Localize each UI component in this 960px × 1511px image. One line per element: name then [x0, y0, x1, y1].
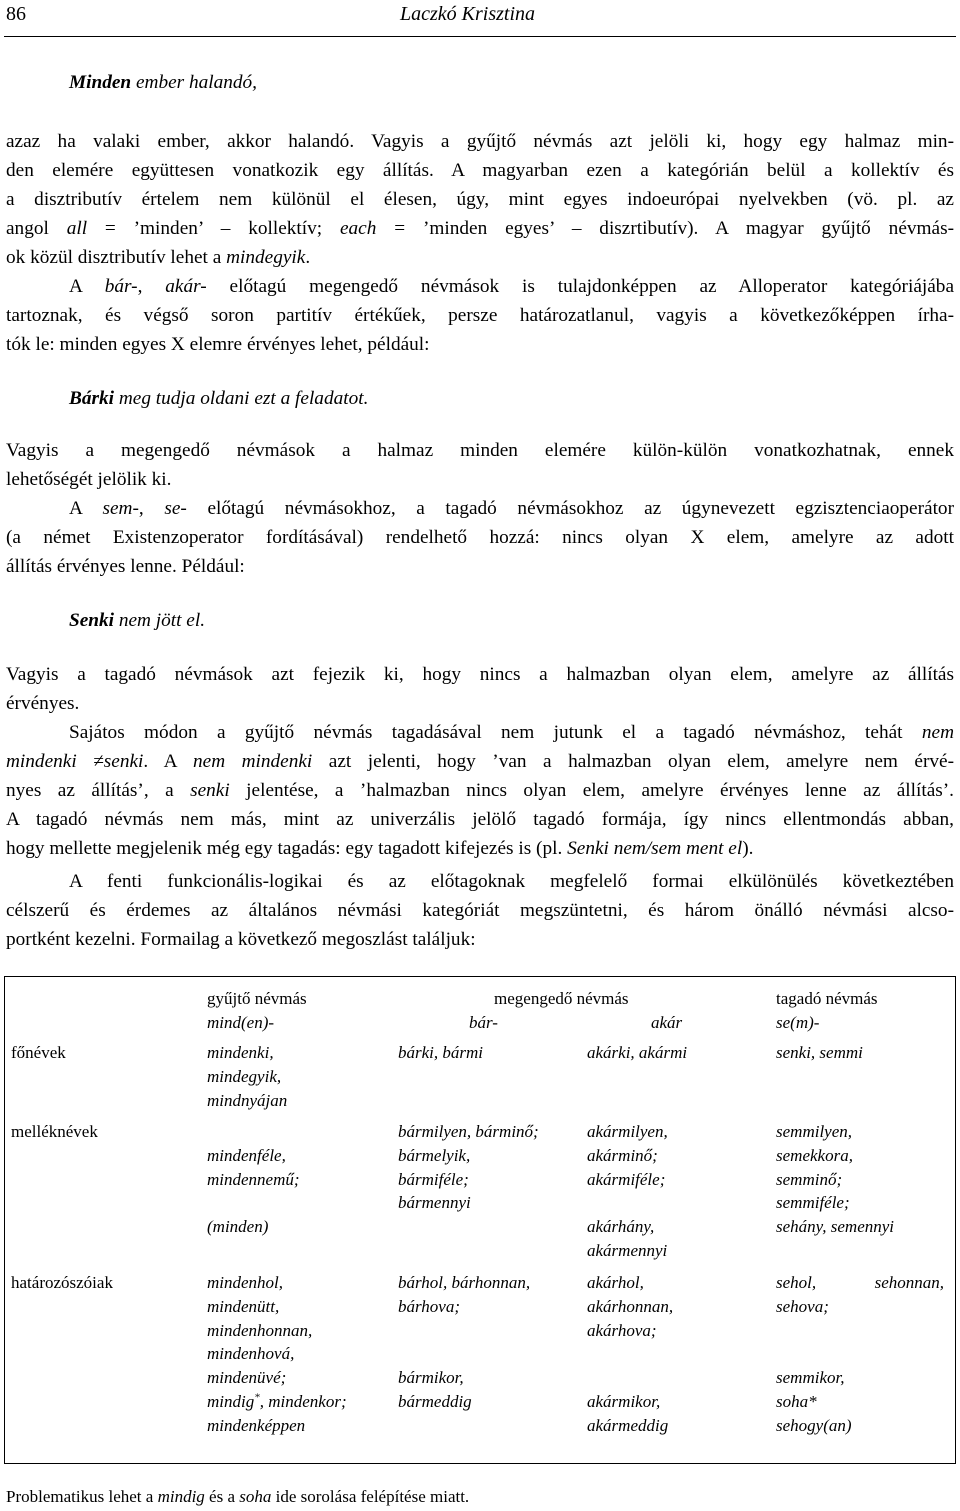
cell-fonevek-gyujto: mindenki, mindegyik, mindnyájan [207, 1043, 288, 1110]
page-header [0, 0, 960, 37]
p6-line-2: mindenki ≠senki. A nem mindenki azt jelenti, hogy ’van a halmazban olyan elem, amelyre nem érvé- [6, 751, 955, 772]
p1-line-4: angol all = ’minden’ – kollektív; each = ’minden egyes’ – diszrtibutív). A magyar gyűjtő névmás- [6, 218, 954, 239]
example-minden: Minden ember halandó, [69, 72, 258, 93]
cell-fonevek-akar: akárki, akármi [587, 1043, 688, 1062]
cell-melleknevek-tagado: semmilyen, semekkora, semminő; semmiféle; sehány, semennyi [776, 1122, 895, 1237]
p6-line-4: A tagadó névmás nem más, mint az univerzális jelölő tagadó formája, így nincs ellentmondás abban, [6, 809, 954, 830]
cell-hatarozo-akar: akárhol, akárhonnan, akárhova; akármikor, akármeddig [587, 1273, 674, 1435]
p6-line-1: Sajátos módon a gyűjtő névmás tagadásával nem jutunk el a tagadó névmáshoz, tehát nem [69, 722, 954, 743]
pronoun-table [4, 976, 956, 1464]
p2-line-3: tók le: minden egyes X elemre érvényes lehet, például: [6, 334, 430, 355]
cell-melleknevek-bar: bármilyen, bárminő; bármelyik, bármiféle; bármennyi [398, 1122, 539, 1213]
cell-hatarozo-tagado: sehol, sehonnan, sehova; semmikor, soha* sehogy(an) [776, 1273, 944, 1435]
col-megengedo-title: megengedő névmás [494, 989, 629, 1008]
p4-line-3: állítás érvényes lenne. Például: [6, 556, 245, 577]
col-tagado-title: tagadó névmás [776, 989, 878, 1008]
p1-line-1: azaz ha valaki ember, akkor halandó. Vagyis a gyűjtő névmás azt jelöli ki, hogy egy halmaz min- [6, 131, 954, 152]
p7-line-2: célszerű és érdemes az általános névmási kategóriát megszüntetni, és három önálló névmási alcso- [6, 900, 954, 921]
p4-line-1: A sem-, se- előtagú névmásokhoz, a tagadó névmásokhoz az úgynevezett egzisztenciaoperátor [69, 498, 954, 519]
cell-melleknevek-gyujto: mindenféle, mindennemű; (minden) [207, 1146, 300, 1237]
col-gyujto-title: gyűjtő névmás [207, 989, 307, 1008]
cell-hatarozo-gyujto: mindenhol, mindenütt, mindenhonnan, mindenhová, mindenüvé; mindig*, mindenkor; mindenképpen [207, 1273, 347, 1435]
p7-line-1: A fenti funkcionális-logikai és az előtagoknak megfelelő formai elkülönülés következtében [69, 871, 954, 892]
row-label-fonevek: főnévek [11, 1043, 66, 1062]
page-number: 86 [6, 3, 26, 25]
p2-line-2: tartoznak, és végső soron partitív értékűek, persze határozatlanul, vagyis a következőképpen írha- [6, 305, 954, 326]
footnote: Problematikus lehet a mindig és a soha ide sorolása felépítése miatt. [6, 1487, 470, 1506]
p5-line-2: érvényes. [6, 693, 80, 714]
p5-line-1: Vagyis a tagadó névmások azt fejezik ki, hogy nincs a halmazban olyan elem, amelyre az állítás [6, 664, 954, 685]
p1-line-3: a disztributív értelem nem különül el élesen, úgy, mint egyes indoeurópai nyelvekben (vö. pl. az [6, 189, 954, 210]
example-barki: Bárki meg tudja oldani ezt a feladatot. [69, 388, 369, 409]
p7-line-3: portként kezelni. Formailag a következő megoszlást találjuk: [6, 929, 476, 950]
p1-line-5: ok közül disztributív lehet a mindegyik. [6, 247, 311, 268]
cell-hatarozo-bar: bárhol, bárhonnan, bárhova; bármikor, bármeddig [398, 1273, 531, 1411]
col-gyujto-prefix: mind(en)- [207, 1013, 275, 1032]
col-bar-prefix: bár- [469, 1013, 498, 1032]
p3-line-2: lehetőségét jelölik ki. [6, 469, 172, 490]
example-senki: Senki nem jött el. [69, 610, 206, 631]
p1-line-2: den elemére együttesen vonatkozik egy állítás. A magyarban ezen a kategórián belül a kollektív és [6, 160, 954, 181]
row-label-hatarozoszoiak: határozószóiak [11, 1273, 113, 1292]
p3-line-1: Vagyis a megengedő névmások a halmaz minden elemére külön-külön vonatkozhatnak, ennek [6, 440, 954, 461]
cell-fonevek-bar: bárki, bármi [398, 1043, 483, 1062]
running-title: Laczkó Krisztina [400, 3, 536, 25]
p2-line-1: A bár-, akár- előtagú megengedő névmások is tulajdonképpen az Alloperator kategóriájába [69, 276, 955, 297]
row-label-melleknevek: melléknévek [11, 1122, 98, 1141]
p6-line-3: nyes az állítás’, a senki jelentése, a ’halmazban nincs olyan elem, amelyre érvényes lenne az állítás’. [6, 780, 955, 801]
col-akar-prefix: akár [651, 1013, 683, 1032]
col-tagado-prefix: se(m)- [776, 1013, 820, 1032]
p6-line-5: hogy mellette megjelenik még egy tagadás: egy tagadott kifejezés is (pl. Senki nem/sem ment el). [6, 838, 754, 859]
cell-melleknevek-akar: akármilyen, akárminő; akármiféle; akárhány, akármennyi [587, 1122, 668, 1260]
p4-line-2: (a német Existenzoperator fordításával) rendelhető hozzá: nincs olyan X elem, amelyre az adott [6, 527, 954, 548]
cell-fonevek-tagado: senki, semmi [776, 1043, 863, 1062]
header-rule [4, 36, 956, 37]
